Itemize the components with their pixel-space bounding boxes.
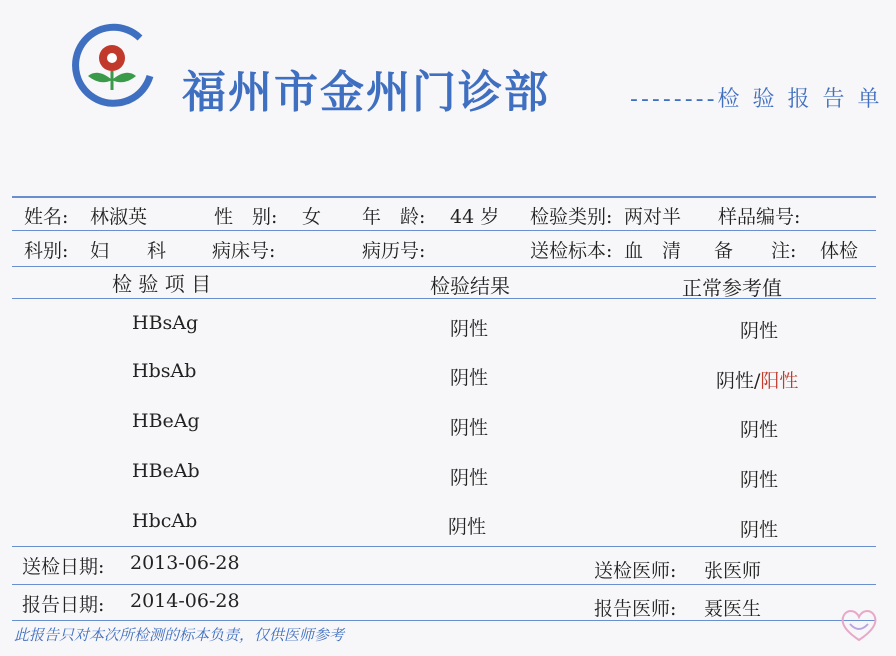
test-type: 两对半 [624,206,682,228]
specimen-label: 送检标本: [530,240,613,262]
test-item: HBsAg [132,312,199,334]
send-doctor-label: 送检医师: [594,560,677,582]
divider-footer [12,546,876,547]
test-reference: 阴性 [740,519,779,541]
test-reference [716,366,798,393]
patient-sex: 女 [302,206,322,228]
dept: 妇 科 [90,240,167,262]
report-doctor: 聂医生 [704,598,762,620]
disclaimer: 此报告只对本次所检测的标本负责，仅供医师参考 [14,626,345,644]
test-result: 阴性 [450,417,489,439]
test-item: HBeAb [132,460,200,482]
report-date-label: 报告日期: [22,594,105,616]
test-item: HBeAg [132,410,200,432]
divider-header [12,266,876,267]
remark: 体检 [820,240,859,262]
reference-positive: 阳性 [760,370,799,392]
name-label: 姓名: [24,206,69,228]
test-result: 阴性 [448,516,487,538]
patient-name: 林淑英 [90,206,148,228]
divider-info [12,230,876,231]
age-label: 年 龄: [362,206,426,228]
divider-footer-2 [12,584,876,585]
bed-label: 病床号: [212,240,276,262]
divider-top [12,196,876,198]
remark-label: 备 注: [714,240,797,262]
clinic-name: 福州市金州门诊部 [182,67,550,118]
heart-watermark-icon [836,604,882,644]
send-doctor: 张医师 [704,560,762,582]
test-result: 阴性 [450,318,489,340]
test-result: 阴性 [450,367,489,389]
test-type-label: 检验类别: [530,206,613,228]
column-header-reference: 正常参考值 [682,276,782,300]
test-reference: 阴性 [740,469,779,491]
test-item: HbsAb [132,360,197,382]
reference-negative: 阴性/ [716,370,761,392]
test-reference: 阴性 [740,320,779,342]
sex-label: 性 别: [214,206,278,228]
clinic-logo-icon [62,18,162,108]
patient-age: 44 岁 [450,206,500,228]
test-reference: 阴性 [740,419,779,441]
test-result: 阴性 [450,467,489,489]
send-date-label: 送检日期: [22,556,105,578]
test-item: HbcAb [132,510,198,532]
record-label: 病历号: [362,240,426,262]
sample-no-label: 样品编号: [718,206,801,228]
specimen: 血 清 [624,240,682,262]
dept-label: 科别: [24,240,69,262]
report-doctor-label: 报告医师: [594,598,677,620]
send-date: 2013-06-28 [130,552,240,574]
report-date: 2014-06-28 [130,590,240,612]
column-header-result: 检验结果 [430,274,510,298]
report-type: --------检 验 报 告 单 [630,87,883,112]
column-header-item: 检 验 项 目 [112,272,212,296]
